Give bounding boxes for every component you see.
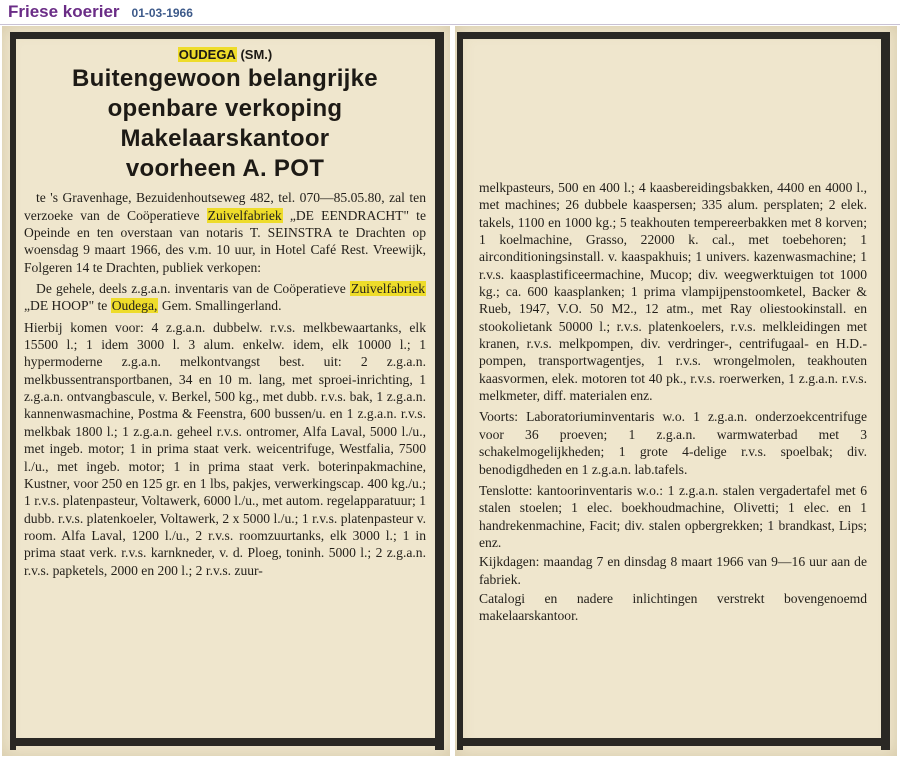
items-paragraph-left: Hierbij komen voor: 4 z.g.a.n. dubbelw. r.v.s. melkbewaartanks, elk 15500 l.; 1 idem 3000 l. 3 alum. enkelw. idem, elk 10000 l.; 1 hypermoderne z.g.a.n. melkontvangst best. uit: 2 z.g.a.n. melkbussentransportbanen, 34 en 10 m. lang, met sproei-inrichting, 1 z.g.a.n. ontvangbascule, v. Berkel, 500 kg., met dubb. r.v.s. bak, 1 z.g.a.n. kannenwasmachine, Postma & Feenstra, 600 bussen/u. en 1 z.g.a.n. r.v.s. melkbak 1800 l.; 1 z.g.a.n. geheel r.v.s. ontromer, Alfa Laval, 5000 l./u., met ingeb. motor; 1 in prima staat verk. weicentrifuge, Westfalia, 7500 l./u., met ingeb. motor; 1 in prima staat verk. boterinpakmachine, Kustner, voor 250 en 125 gr. en 1 lbs, pakjes, verwerkingscap. 400 kg./u.; 1 r.v.s. platenpasteur, Voltawerk, 6000 l./u., met autom. regelapparatuur; 1 dubb. r.v.s. platenkoeler, Voltawerk, 2 x 5000 l./u.; 1 r.v.s. platenpasteur v. room. Alfa Laval, 1200 l./u., 2 r.v.s. roomzuurtanks, elk 3000 l.; 1 in prima staat verk. r.v.s. karnkneder, v. d. Ploeg, toninh. 5000 l.; 2 z.g.a.n. r.v.s. papketels, 2000 en 200 l.; 2 r.v.s. zuur-: [24, 319, 427, 578]
inventory-paragraph: De gehele, deels z.g.a.n. inventaris van de Coöperatieve Zuivelfabriek „DE HOOP" te Oudega, Gem. Smallingerland.: [24, 281, 425, 314]
headline-line-4: voorheen A. POT: [125, 155, 325, 183]
frame-left-bar: [10, 32, 16, 750]
header-divider: [0, 24, 900, 25]
kijkdagen-paragraph: Kijkdagen: maandag 7 en dinsdag 8 maart 1966 van 9—16 uur aan de fabriek.: [479, 554, 867, 587]
frame-bottom-bar: [457, 738, 890, 746]
intro-paragraph: te 's Gravenhage, Bezuidenhoutseweg 482, tel. 070—85.05.80, zal ten verzoeke van de Coöperatieve Zuivelfabriek „DE EENDRACHT" te Opeinde en ten overstaan van notaris T. SEINSTRA te Drachten op woensdag 9 maart 1966, des v.m. 10 uur, in Hotel Café Rest. Vreewijk, Folgeren 14 te Drachten, publiek verkopen:: [24, 190, 426, 275]
clipping-header: [8, 2, 193, 24]
highlight-zuivelfabriek-1: Zuivelfabriek: [207, 207, 282, 223]
frame-right-bar: [435, 32, 444, 750]
headline-line-3: Makelaarskantoor: [120, 125, 330, 153]
highlight-oudega: Oudega,: [111, 298, 158, 314]
newspaper-name: Friese koerier: [8, 2, 120, 21]
highlight-zuivelfabriek-2: Zuivelfabriek: [351, 281, 425, 297]
place-line: [24, 46, 426, 63]
place-name: OUDEGA: [178, 47, 236, 62]
ad-right-body: [479, 179, 867, 627]
frame-top-bar: [10, 32, 442, 39]
voorts-paragraph: Voorts: Laboratoriuminventaris w.o. 1 z.g.a.n. onderzoekcentrifuge voor 36 proeven; 1 z.g.a.n. warmwaterbad met 3 schakelmogelijkheden; 1 grote 4-delige r.v.s. spoelbak; div. benodigdheden en 1 z.g.a.n. lab.tafels.: [479, 409, 867, 477]
catalogi-paragraph: Catalogi en nadere inlichtingen verstrekt bovengenoemd makelaarskantoor.: [479, 590, 867, 624]
clipping-column-right: [455, 26, 897, 756]
frame-left-bar: [457, 32, 463, 750]
headline: [24, 65, 426, 183]
frame-top-bar: [457, 32, 883, 39]
frame-bottom-bar: [10, 738, 444, 746]
place-suffix: (SM.): [240, 47, 273, 62]
ad-left-body: [24, 46, 426, 581]
tenslotte-paragraph: Tenslotte: kantoorinventaris w.o.: 1 z.g.a.n. stalen vergadertafel met 6 stalen stoelen; 1 elec. boekhoudmachine, Olivetti; 1 elec. en 1 handrekenmachine, Facit; div. stalen opbergrekken; 1 brandkast, Lips; enz.: [479, 482, 867, 550]
items-paragraph-right: melkpasteurs, 500 en 400 l.; 4 kaasbereidingsbakken, 4400 en 4000 l., met machines; 26 dubbele kaaspersen; 335 alum. persplaten; 2 elek. takels, 1100 en 1000 kg.; 5 teakhouten tempereerbakken met 8 korven; 1 koelmachine, Grasso, 22000 k. cal., met toebehoren; 1 airconditioningsinstall. v. kaaspakhuis; 1 univers. kazenwasmachine; 1 r.v.s. kaasplastificeermachine, Mucop; div. weegwerktuigen tot 1000 kg.; ca. 600 kaasplanken; 1 prima vlampijpenstoomketel, Backer & Rueb, 1947, V.O. 50 M2., 12 atm., met Ray oliestookinstall. en stookolietank 50000 l.; r.v.s. platenkoelers, r.v.s. melkleidingen met kranen, r.v.s. melkpompen, div. verdringer-, centrifugaal- en H.D.-pompen, transportwagentjes, 1 r.v.s. wrongelmolen, teakhouten kaasvormen, elek. motoren tot 40 pk., r.v.s. roerwerken, 1 z.g.a.n. r.v.s. melkmeter, diff. materialen enz.: [479, 180, 867, 404]
frame-right-bar: [881, 32, 890, 750]
clipping-column-left: [2, 26, 450, 756]
clipping-date: 01-03-1966: [131, 6, 193, 20]
headline-line-2: openbare verkoping: [107, 95, 343, 123]
headline-line-1: Buitengewoon belangrijke: [72, 65, 378, 93]
